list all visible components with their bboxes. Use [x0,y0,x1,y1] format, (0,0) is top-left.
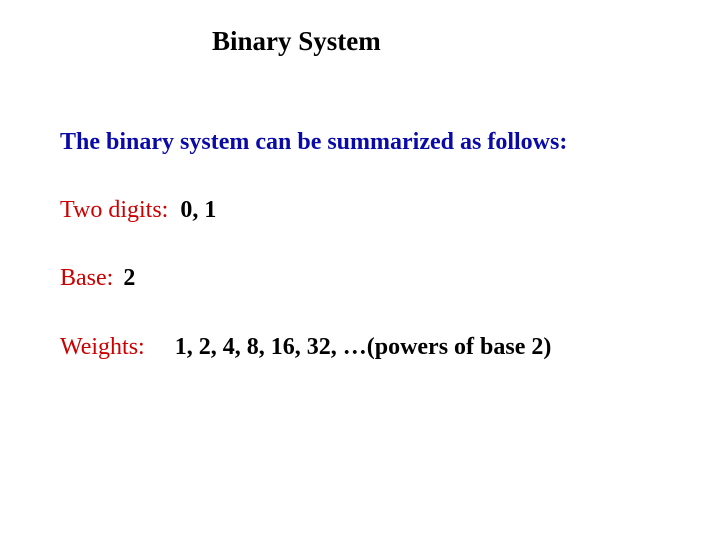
digits-value: 0, 1 [180,197,217,223]
base-value: 2 [123,265,136,291]
intro-text: The binary system can be summarized as follows: [60,129,568,155]
weights-label: Weights: [60,334,145,360]
weights-row [60,334,551,361]
digits-label: Two digits: [60,197,169,223]
weights-value: 1, 2, 4, 8, 16, 32, …(powers of base 2) [174,334,552,360]
base-row [60,265,135,292]
digits-row [60,197,216,224]
slide-title: Binary System [212,26,381,56]
base-label: Base: [60,265,114,291]
